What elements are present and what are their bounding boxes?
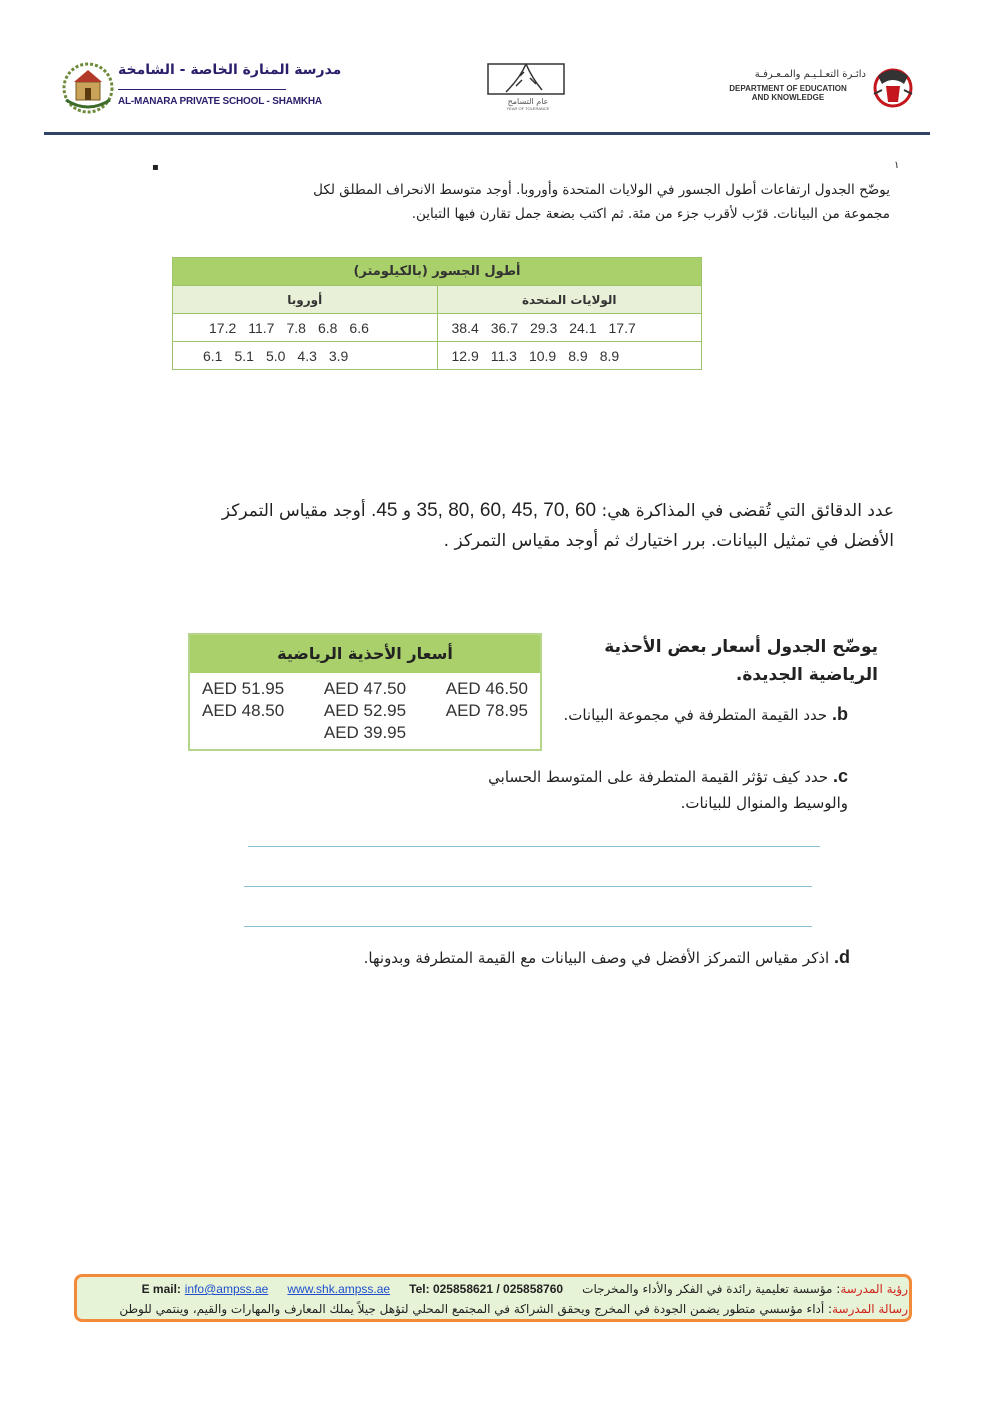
table-row <box>202 679 528 701</box>
bridges-table <box>172 257 702 370</box>
shoe-prices-table <box>188 633 542 751</box>
bridges-table-title: أطول الجسور (بالكيلومتر) <box>173 258 702 286</box>
table-cell: 11.7 <box>248 319 275 336</box>
vision-text: : مؤسسة تعليمية رائدة في الفكر والأداء والمخرجات <box>582 1282 841 1296</box>
table-cell: 29.3 <box>530 319 558 336</box>
school-name-arabic: مدرسة المنارة الخاصة - الشامخة <box>118 62 342 78</box>
price-cell: AED 46.50 <box>445 679 528 698</box>
answer-line-2[interactable] <box>244 886 812 887</box>
table-cell: 5.0 <box>265 347 286 364</box>
department-arabic: دائـرة التعـلـيـم والمـعـرفـة <box>754 69 866 80</box>
table-cell: 8.9 <box>599 347 620 364</box>
part-c <box>438 763 848 816</box>
table-cell: 5.1 <box>234 347 254 364</box>
footer-email-link[interactable]: info@ampss.ae <box>184 1282 269 1296</box>
usa-values-row2 <box>437 342 702 370</box>
table-cell: 11.3 <box>490 347 517 364</box>
answer-line-3[interactable] <box>244 926 812 927</box>
part-d-text: اذكر مقياس التمركز الأفضل في وصف البيانات مع القيمة المتطرفة وبدونها. <box>363 949 830 967</box>
usa-values-row1 <box>437 314 702 342</box>
table-cell: 6.6 <box>349 319 369 336</box>
question-1-number: ١ <box>894 160 900 171</box>
price-cell: AED 52.95 <box>323 701 407 720</box>
table-cell: 38.4 <box>451 319 479 336</box>
question-3-intro: يوضّح الجدول أسعار بعض الأحذية الرياضية الجديدة. <box>604 637 878 685</box>
part-b-text: حدد القيمة المتطرفة في مجموعة البيانات. <box>563 706 828 724</box>
column-europe: أوروبا <box>173 286 438 314</box>
footer-telephone: Tel: 025858621 / 025858760 <box>409 1282 564 1296</box>
price-cell: AED 48.50 <box>202 701 285 720</box>
question-2-values: 35, 80, 60, 45, 70, 60 <box>416 500 597 521</box>
table-cell: 17.7 <box>608 319 636 336</box>
part-b-letter: b. <box>831 704 848 724</box>
table-row <box>173 342 702 370</box>
footer-website-link[interactable]: www.shk.ampss.ae <box>287 1282 391 1296</box>
department-english-line2: AND KNOWLEDGE <box>751 93 825 102</box>
question-2-instructions: . أوجد مقياس التمركز الأفضل في تمثيل البيانات. برر اختيارك ثم أوجد مقياس التمركز . <box>221 501 894 551</box>
footer-mission-line <box>84 1300 908 1318</box>
school-logo <box>60 58 116 114</box>
table-cell: 10.9 <box>528 347 557 364</box>
footer-email <box>142 1282 269 1296</box>
table-row <box>202 723 528 745</box>
question-2-intro: عدد الدقائق التي تُقضى في المذاكرة هي: <box>601 501 894 521</box>
vision-label: رؤية المدرسة <box>840 1282 908 1296</box>
price-cell: AED 39.95 <box>323 723 407 742</box>
tolerance-english: YEAR OF TOLERANCE <box>506 106 550 111</box>
email-label: E mail: <box>141 1282 181 1296</box>
header-divider <box>44 132 930 135</box>
table-cell: 36.7 <box>490 319 518 336</box>
question-2-and: و <box>402 501 412 521</box>
part-d <box>210 944 850 971</box>
table-cell: 8.9 <box>568 347 588 364</box>
table-cell: 17.2 <box>209 319 237 336</box>
europe-values-row1 <box>173 314 438 342</box>
part-c-text: حدد كيف تؤثر القيمة المتطرفة على المتوسط الحسابي والوسيط والمنوال للبيانات. <box>488 768 848 812</box>
mission-text: : أداء مؤسسي متطور يضمن الجودة في المخرج ويحقق الشراكة في المجتمع المحلي لتؤهل جيلاً يملك المعارف والمهارات والقيم، وينتمي للوطن <box>119 1302 833 1316</box>
europe-values-row2 <box>173 342 438 370</box>
price-cell: AED 78.95 <box>445 701 528 720</box>
part-c-letter: c. <box>832 766 848 786</box>
shoe-prices-title: أسعار الأحذية الرياضية <box>190 635 540 673</box>
department-emblem <box>868 64 918 110</box>
part-d-letter: d. <box>833 947 850 967</box>
bullet-mark: ▪ <box>152 162 159 173</box>
table-cell: 6.1 <box>203 347 223 364</box>
question-1-text: يوضّح الجدول ارتفاعات أطول الجسور في الولايات المتحدة وأوروبا. أوجد متوسط الانحراف المطلق لكل مجموعة من البيانات. قرّب لأقرب جزء من مئة. ثم اكتب بضعة جمل تقارن فيها التباين. <box>313 182 890 222</box>
table-cell: 4.3 <box>297 347 317 364</box>
table-cell: 3.9 <box>328 347 349 364</box>
department-english-line1: DEPARTMENT OF EDUCATION <box>729 84 847 93</box>
school-name-rule <box>118 89 286 90</box>
question-2-text <box>182 496 894 556</box>
table-cell: 6.8 <box>317 319 338 336</box>
price-cell: AED 51.95 <box>202 679 285 698</box>
answer-line-1[interactable] <box>248 846 820 847</box>
table-cell: 12.9 <box>451 347 479 364</box>
column-usa: الولايات المتحدة <box>437 286 702 314</box>
question-2-last-value: 45 <box>376 500 398 521</box>
part-b <box>548 701 848 728</box>
footer-vision-line <box>84 1280 908 1298</box>
table-row <box>202 701 528 723</box>
mission-label: رسالة المدرسة <box>832 1302 908 1316</box>
price-cell: AED 47.50 <box>323 679 407 698</box>
tolerance-arabic: عام التسامح <box>507 97 549 106</box>
table-cell: 24.1 <box>569 319 597 336</box>
table-row <box>173 314 702 342</box>
year-of-tolerance-logo <box>486 60 566 100</box>
table-cell: 7.8 <box>286 319 306 336</box>
school-name-english: AL-MANARA PRIVATE SCHOOL - SHAMKHA <box>118 96 322 107</box>
